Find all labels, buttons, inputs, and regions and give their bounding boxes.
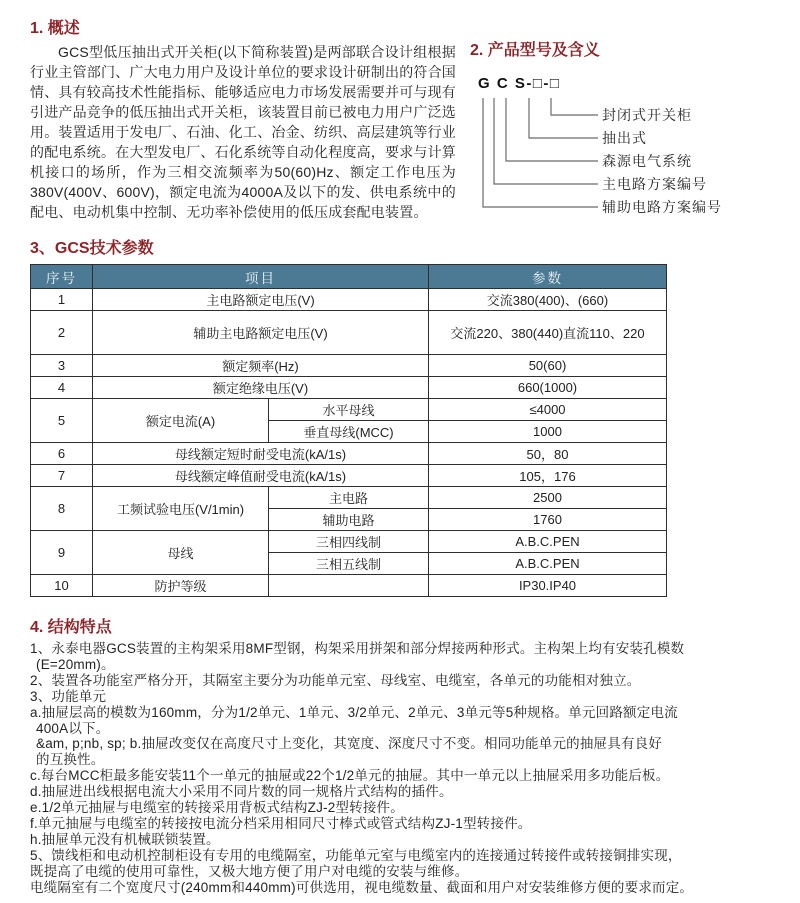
cell-param: 交流220、380(440)直流110、220 [429,311,667,355]
cell-item: 母线 [93,531,269,575]
cell-item: 母线额定短时耐受电流(kA/1s) [93,443,429,465]
cell-no: 4 [31,377,93,399]
feature-line: 5、馈线柜和电动机控制柜设有专用的电缆隔室，功能单元室与电缆室内的连接通过转接件或转接铜排实现， [30,847,682,863]
cell-no: 5 [31,399,93,443]
model-label-senyuan-system: 森源电气系统 [602,153,692,169]
cell-no: 9 [31,531,93,575]
table-row [31,487,667,509]
cell-item: 额定频率(Hz) [93,355,429,377]
feature-line: f.单元抽屉与电缆室的转接按电流分档采用相同尺寸棒式或管式结构ZJ-1型转接件。 [30,815,532,831]
cell-param: ≤4000 [429,399,667,421]
col-header-no: 序号 [31,265,93,289]
feature-line: h.抽屉单元没有机械联锁装置。 [30,831,220,847]
model-label-main-circuit-scheme: 主电路方案编号 [602,176,707,192]
table-row [31,575,667,597]
cell-param: 50，80 [429,443,667,465]
cell-no: 6 [31,443,93,465]
model-formula: G C S-□-□ [478,75,561,92]
cell-no: 3 [31,355,93,377]
feature-line: 既提高了电缆的使用可靠性，又极大地方便了用户对电缆的安装与维修。 [30,863,469,879]
cell-sub-label: 垂直母线(MCC) [269,421,429,443]
cell-sub-label: 三相四线制 [269,531,429,553]
model-heading: 2. 产品型号及含义 [470,42,600,59]
table-row [31,399,667,421]
cell-param: 1000 [429,421,667,443]
table-row [31,355,667,377]
feature-line: a.抽屉层高的模数为160mm，分为1/2单元、1单元、3/2单元、2单元、3单元等5种规格。单元回路额定电流 [30,704,678,720]
cell-item: 额定绝缘电压(V) [93,377,429,399]
cell-param: 2500 [429,487,667,509]
cell-item: 母线额定峰值耐受电流(kA/1s) [93,465,429,487]
cell-param: A.B.C.PEN [429,553,667,575]
col-header-param: 参数 [429,265,667,289]
table-row [31,311,667,355]
overview-heading: 1. 概述 [30,20,80,37]
params-heading: 3、GCS技术参数 [30,240,154,257]
cell-item: 主电路额定电压(V) [93,289,429,311]
features-section [30,619,770,896]
cell-no: 1 [31,289,93,311]
cell-sub-label: 三相五线制 [269,553,429,575]
cell-param: IP30.IP40 [429,575,667,597]
cell-no: 7 [31,465,93,487]
table-row [31,531,667,553]
table-header-row [31,265,667,289]
cell-param: A.B.C.PEN [429,531,667,553]
feature-line: 2、装置各功能室严格分开，其隔室主要分为功能单元室、母线室、电缆室，各单元的功能相对独立。 [30,672,641,688]
cell-param: 1760 [429,509,667,531]
table-row [31,443,667,465]
feature-line: (E=20mm)。 [36,656,115,672]
col-header-item: 项目 [93,265,429,289]
feature-line: e.1/2单元抽屉与电缆室的转接采用背板式结构ZJ-2型转接件。 [30,800,404,816]
params-table [30,264,667,597]
overview-section [30,20,456,222]
cell-item: 额定电流(A) [93,399,269,443]
features-heading: 4. 结构特点 [30,619,112,636]
overview-paragraph: GCS型低压抽出式开关柜(以下简称装置)是两部联合设计组根据行业主管部门、广大电力用户及设计单位的要求设计研制出的符合国情、具有较高技术性能指标、能够适应电力市场发展需要并可与现有引进产品竞争的低压抽出式开关柜，该装置目前已被电力用户广泛选用。装置适用于发电厂、石油、化工、冶金、纺织、高层建筑等行业的配电系统。在大型发电厂、石化系统等自动化程度高，要求与计算机接口的场所，作为三相交流频率为50(60)Hz、额定工作电压为380V(400V、600V)，额定电流为4000A及以下的发、供电系统中的配电、电动机集中控制、无功率补偿使用的低压成套配电装置。 [30,44,456,220]
cell-no: 8 [31,487,93,531]
features-lines [30,641,770,896]
cell-item: 工频试验电压(V/1min) [93,487,269,531]
feature-line: 400A以下。 [36,720,110,736]
feature-line: c.每台MCC柜最多能安装11个一单元的抽屉或22个1/2单元的抽屉。其中一单元以上抽屉采用多功能后板。 [30,768,670,784]
feature-line: d.抽屉进出线根据电流大小采用不同片数的同一规格片式结构的插件。 [30,784,453,800]
model-label-aux-circuit-scheme: 辅助电路方案编号 [602,199,722,215]
cell-sub-label: 辅助电路 [269,509,429,531]
top-columns [30,20,770,232]
feature-line: 的互换性。 [36,752,105,768]
cell-item: 辅助主电路额定电压(V) [93,311,429,355]
cell-no: 2 [31,311,93,355]
feature-line: 电缆隔室有二个宽度尺寸(240mm和440mm)可供选用，视电缆数量、截面和用户对安装维修方便的要求而定。 [30,879,694,895]
feature-line: 1、永泰电器GCS装置的主构架采用8MF型钢，构架采用拼架和部分焊接两种形式。主构架上均有安装孔模数 [30,641,685,656]
model-label-drawout-type: 抽出式 [602,130,647,146]
cell-sub-label: 水平母线 [269,399,429,421]
cell-sub-label [269,575,429,597]
model-diagram [470,74,770,232]
cell-no: 10 [31,575,93,597]
cell-param: 50(60) [429,355,667,377]
feature-line: 3、功能单元 [30,688,107,704]
table-row [31,465,667,487]
cell-sub-label: 主电路 [269,487,429,509]
cell-param: 660(1000) [429,377,667,399]
model-label-enclosed-switchgear: 封闭式开关柜 [602,107,692,123]
feature-line: &am, p;nb, sp; b.抽屉改变仅在高度尺寸上变化，其宽度、深度尺寸不变。相同功能单元的抽屉具有良好 [36,736,663,752]
table-row [31,289,667,311]
cell-item: 防护等级 [93,575,269,597]
cell-param: 交流380(400)、(660) [429,289,667,311]
table-row [31,377,667,399]
cell-param: 105，176 [429,465,667,487]
model-section [470,20,770,232]
